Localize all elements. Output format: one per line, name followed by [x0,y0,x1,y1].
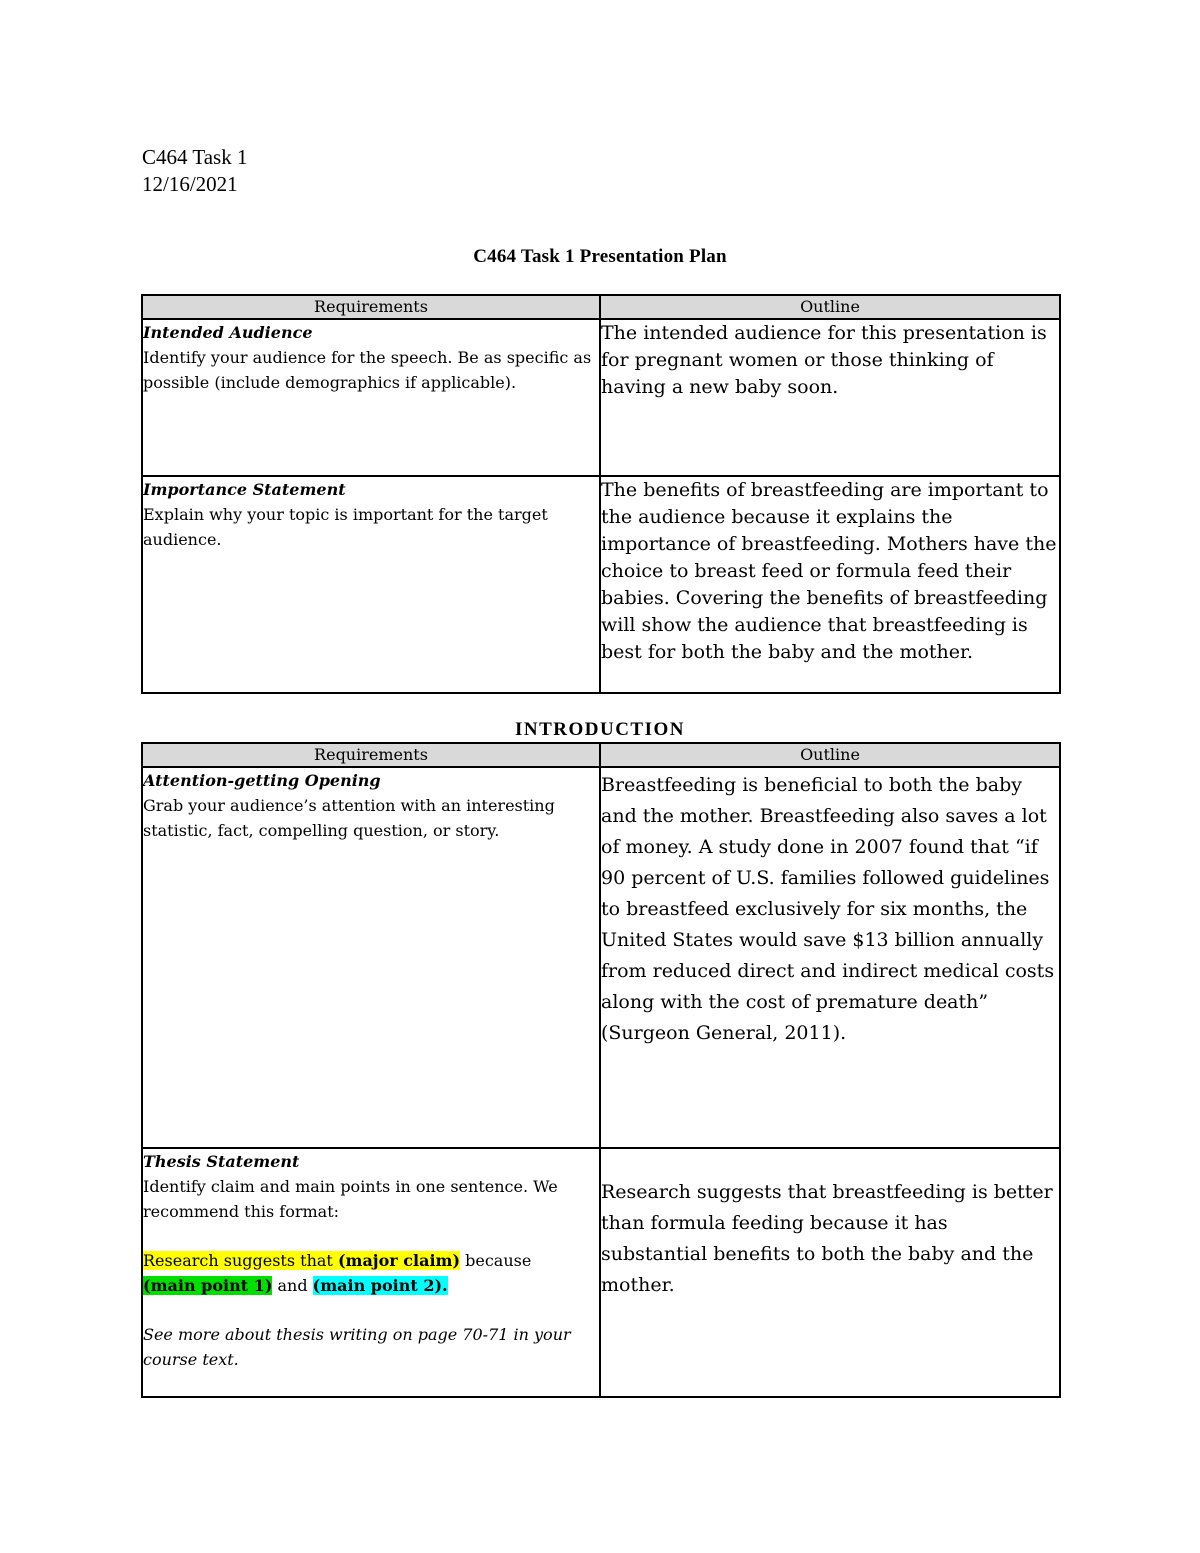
outline-cell: Research suggests that breastfeeding is better than formula feeding because it has substantial benefits to both the baby and the mother. [600,1148,1060,1397]
requirement-label: Intended Audience [143,323,313,342]
format-main-point-2: (main point 2). [312,1276,448,1295]
requirements-column-header: Requirements [142,295,600,319]
outline-column-header: Outline [600,743,1060,767]
plan-table-overview [141,294,1061,694]
outline-cell: The intended audience for this presentation is for pregnant women or those thinking of having a new baby soon. [600,319,1060,476]
table-header-row [142,743,1060,767]
requirement-description: Explain why your topic is important for the target audience. [143,505,548,549]
table-row [142,319,1060,476]
requirement-cell [142,767,600,1148]
requirement-cell [142,476,600,693]
outline-cell: The benefits of breastfeeding are important to the audience because it explains the importance of breastfeeding. Mothers have the choice to breast feed or formula feed their babies. Covering the benefits of breastfeeding will show the audience that breastfeeding is best for both the baby and the mother. [600,476,1060,693]
plan-table-introduction [141,742,1061,1398]
thesis-format-template [143,1251,531,1295]
course-task-line: C464 Task 1 [142,145,248,169]
table-row [142,476,1060,693]
format-prefix: Research suggests that [143,1251,338,1270]
format-because: because [460,1251,532,1270]
table-row [142,767,1060,1148]
document-header [142,144,247,198]
requirement-label: Importance Statement [143,480,346,499]
requirement-label: Attention-getting Opening [143,771,381,790]
outline-column-header: Outline [600,295,1060,319]
thesis-note: See more about thesis writing on page 70-71 in your course text. [143,1325,571,1369]
requirements-column-header: Requirements [142,743,600,767]
document-title: C464 Task 1 Presentation Plan [473,246,727,267]
format-and: and [272,1276,313,1295]
requirement-description: Identify your audience for the speech. Be as specific as possible (include demographics if applicable). [143,348,592,392]
table-row [142,1148,1060,1397]
format-major-claim: (major claim) [337,1251,461,1270]
requirement-label: Thesis Statement [143,1152,300,1171]
section-heading: INTRODUCTION [514,719,686,740]
requirement-description: Grab your audience’s attention with an interesting statistic, fact, compelling question, or story. [143,796,555,840]
format-main-point-1: (main point 1) [143,1276,273,1295]
date-line: 12/16/2021 [142,172,238,196]
requirement-description: Identify claim and main points in one sentence. We recommend this format: [143,1177,558,1221]
requirement-cell [142,319,600,476]
requirement-cell [142,1148,600,1397]
table-header-row [142,295,1060,319]
outline-cell: Breastfeeding is beneficial to both the baby and the mother. Breastfeeding also saves a lot of money. A study done in 2007 found that “if 90 percent of U.S. families followed guidelines to breastfeed exclusively for six months, the United States would save $13 billion annually from reduced direct and indirect medical costs along with the cost of premature death” (Surgeon General, 2011). [600,767,1060,1148]
